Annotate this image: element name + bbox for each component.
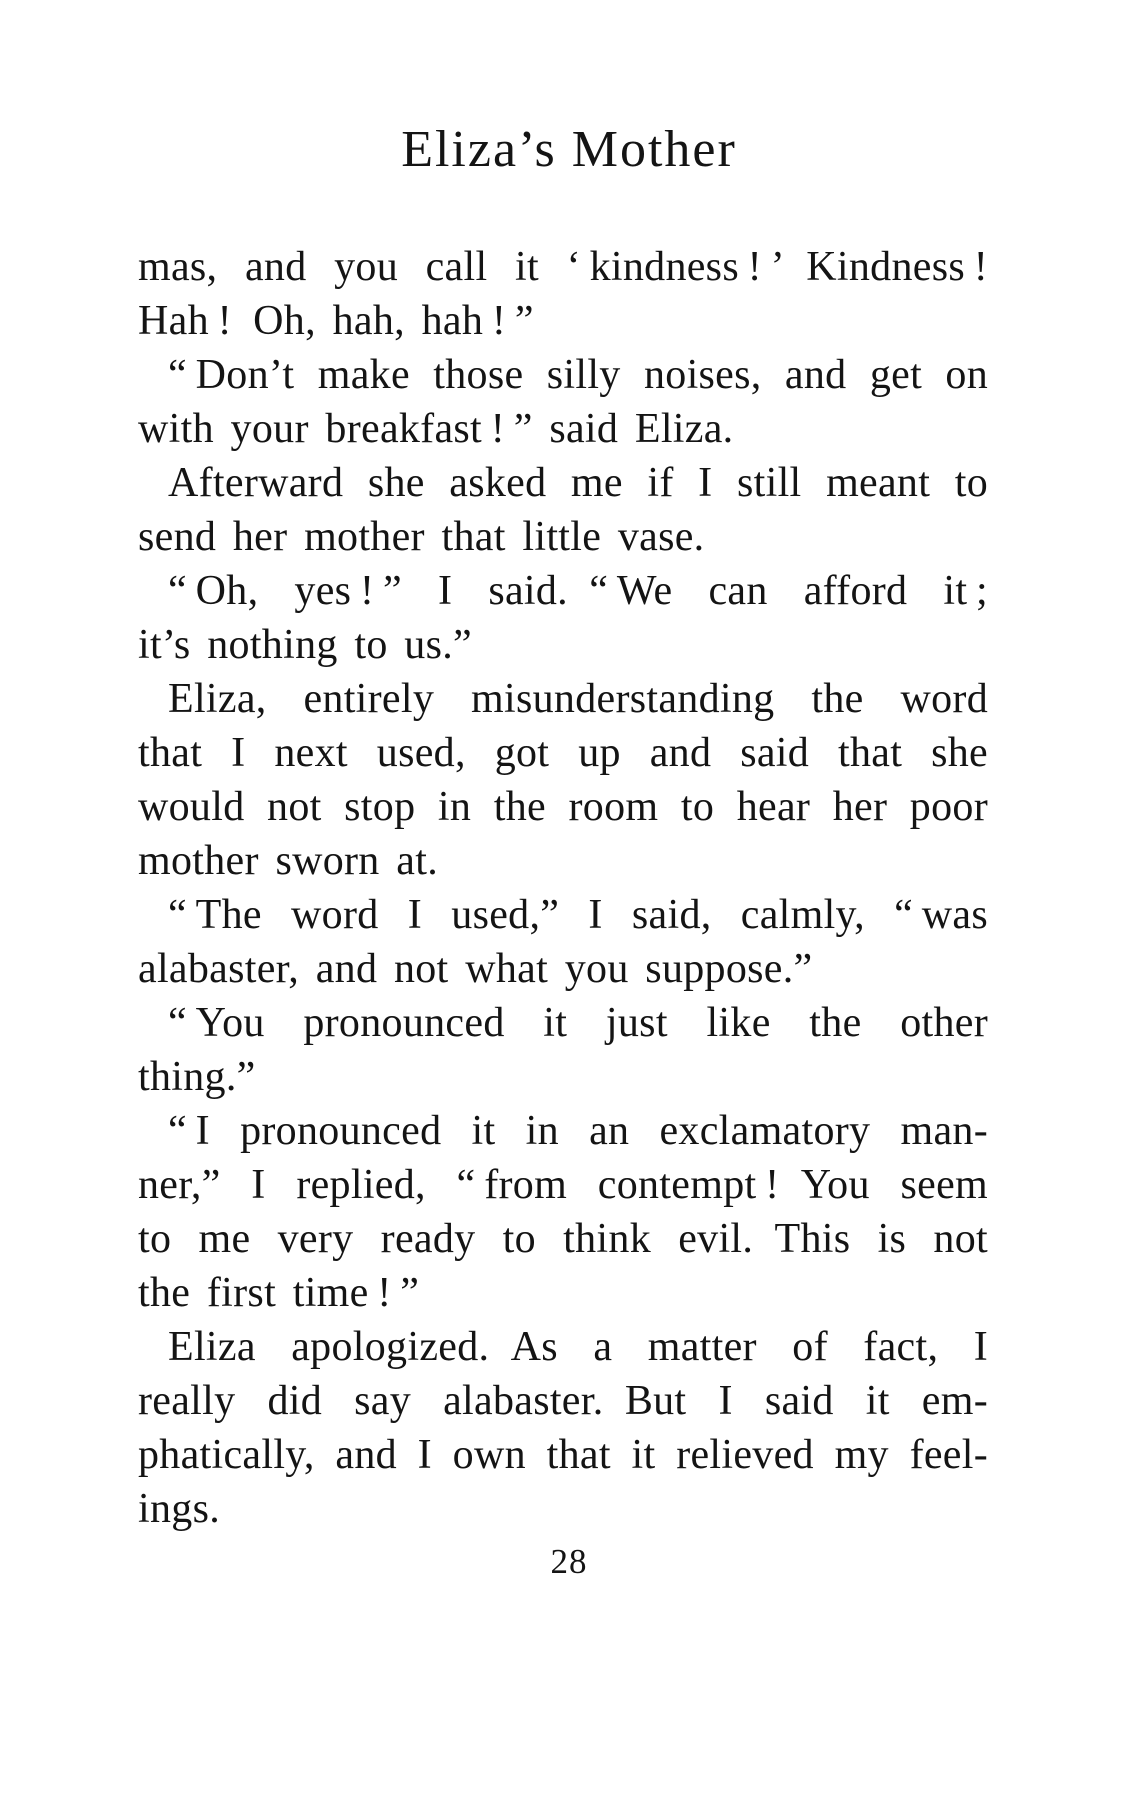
text-line: ner,” I replied, “ from contempt ! You seem [138, 1162, 988, 1208]
text-line: “ You pronounced it just like the other [168, 1000, 988, 1046]
page-title: Eliza’s Mother [401, 121, 737, 178]
page-number: 28 [550, 1542, 588, 1581]
text-line: phatically, and I own that it relieved my feel- [138, 1432, 988, 1478]
text-line: it’s nothing to us.” [138, 622, 472, 668]
text-line: Eliza, entirely misunderstanding the word [168, 676, 988, 722]
text-line: “ I pronounced it in an exclamatory man- [168, 1108, 988, 1154]
text-line: mas, and you call it ‘ kindness ! ’ Kindness ! [138, 244, 988, 290]
text-line: Afterward she asked me if I still meant to [168, 460, 988, 506]
text-line: “ The word I used,” I said, calmly, “ was [168, 892, 988, 938]
text-line: send her mother that little vase. [138, 514, 705, 560]
page-body [138, 240, 988, 1536]
text-line: with your breakfast ! ” said Eliza. [138, 406, 734, 452]
text-line: that I next used, got up and said that she [138, 730, 988, 776]
text-line: thing.” [138, 1054, 256, 1100]
text-line: Eliza apologized. As a matter of fact, I [168, 1324, 988, 1370]
text-line: to me very ready to think evil. This is not [138, 1216, 988, 1262]
text-line: alabaster, and not what you suppose.” [138, 946, 813, 992]
text-line: “ Oh, yes ! ” I said. “ We can afford it ; [168, 568, 988, 614]
text-line: Hah ! Oh, hah, hah ! ” [138, 298, 534, 344]
text-line: ings. [138, 1486, 221, 1532]
text-line: really did say alabaster. But I said it em- [138, 1378, 988, 1424]
text-line: would not stop in the room to hear her poor [138, 784, 988, 830]
text-line: “ Don’t make those silly noises, and get on [168, 352, 988, 398]
text-line: the first time ! ” [138, 1270, 420, 1316]
text-line: mother sworn at. [138, 838, 438, 884]
